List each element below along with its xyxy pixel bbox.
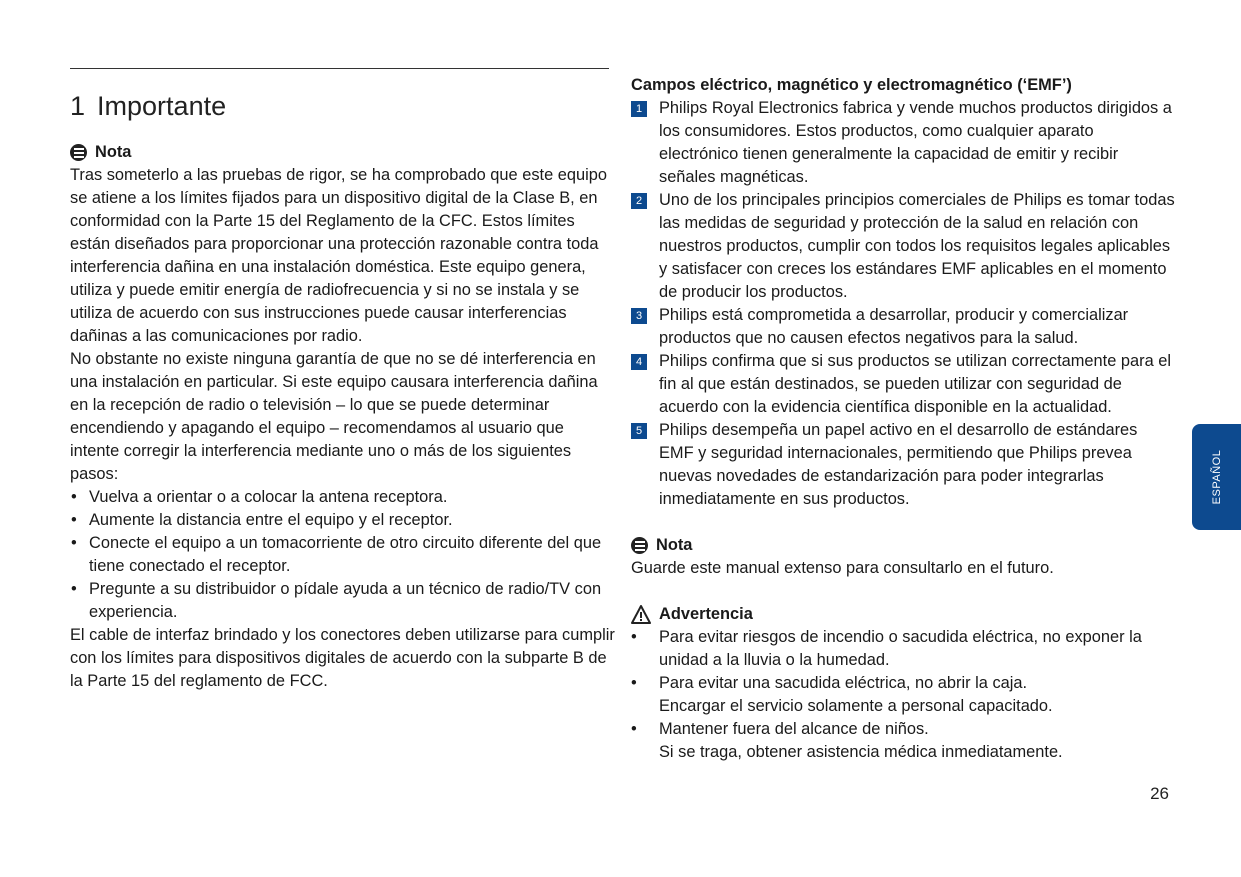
number-badge: 4: [631, 354, 647, 370]
interference-steps-list: [70, 486, 615, 624]
list-item: [631, 718, 1176, 764]
section-number: 1: [70, 91, 86, 121]
list-item-text: Uno de los principales principios comerciales de Philips es tomar todas las medidas de seguridad y protección de la salud en relación con nuestros productos, cumplir con todos los requisitos legales aplicables y satisfacer con creces los estándares EMF aplicables en el momento de producir los productos.: [659, 191, 1175, 301]
note-paragraph-2: No obstante no existe ninguna garantía de que no se dé interferencia en una instalación en particular. Si este equipo causara interferencia dañina en la recepción de radio o televisión – lo que se puede determinar encendiendo y apagando el equipo – recomendamos al usuario que intente corregir la interferencia mediante uno o más de los siguientes pasos:: [70, 350, 598, 483]
note-heading: [631, 534, 1176, 557]
list-item: [631, 97, 1176, 189]
spacer: [631, 580, 1176, 603]
warning-heading: [631, 603, 1176, 626]
left-column: [70, 88, 615, 693]
warning-label: Advertencia: [659, 605, 753, 623]
language-tab-label: ESPAÑOL: [1210, 449, 1223, 505]
note-heading: [70, 141, 615, 164]
warning-list: [631, 626, 1176, 764]
emf-heading: Campos eléctrico, magnético y electromagnético (‘EMF’): [631, 76, 1072, 94]
number-badge: 3: [631, 308, 647, 324]
spacer: [631, 511, 1176, 534]
page-number: 26: [1150, 784, 1169, 803]
top-rule: [70, 68, 609, 69]
number-badge: 2: [631, 193, 647, 209]
list-item: [631, 626, 1176, 672]
list-item: [631, 304, 1176, 350]
note-label: Nota: [95, 143, 132, 161]
warning-text: Para evitar una sacudida eléctrica, no abrir la caja.: [659, 674, 1028, 692]
number-badge: 5: [631, 423, 647, 439]
warning-text: Para evitar riesgos de incendio o sacudida eléctrica, no exponer la unidad a la lluvia o la humedad.: [659, 628, 1142, 669]
list-item: [631, 672, 1176, 718]
list-item: [631, 419, 1176, 511]
section-title: Importante: [97, 91, 227, 121]
note-icon: [631, 537, 648, 554]
list-item: • Vuelva a orientar o a colocar la antena receptora.: [70, 486, 615, 509]
list-item: • Aumente la distancia entre el equipo y el receptor.: [70, 509, 615, 532]
list-item: • Pregunte a su distribuidor o pídale ayuda a un técnico de radio/TV con experiencia.: [70, 578, 615, 624]
warning-text: Mantener fuera del alcance de niños.: [659, 720, 929, 738]
list-item-text: Philips Royal Electronics fabrica y vende muchos productos dirigidos a los consumidores. Estos productos, como cualquier aparato electrónico tienen generalmente la capacidad de emitir y recibir señales magnéticas.: [659, 99, 1172, 186]
note-label: Nota: [656, 536, 693, 554]
emf-list: [631, 97, 1176, 511]
warning-text-line2: Si se traga, obtener asistencia médica inmediatamente.: [659, 743, 1063, 761]
note-paragraph-1: Tras someterlo a las pruebas de rigor, se ha comprobado que este equipo se atiene a los límites fijados para un dispositivo digital de la Clase B, en conformidad con la Parte 15 del Reglamento de la CFC. Estos límites están diseñados para proporcionar una protección razonable contra toda interferencia dañina en una instalación doméstica. Este equipo genera, utiliza y puede emitir energía de radiofrecuencia y si no se instala y se utiliza de acuerdo con sus instrucciones puede causar interferencias dañinas a las comunicaciones por radio.: [70, 166, 607, 345]
list-item: • Conecte el equipo a un tomacorriente de otro circuito diferente del que tiene conectado el receptor.: [70, 532, 615, 578]
list-item-text: Philips desempeña un papel activo en el desarrollo de estándares EMF y seguridad internacionales, permitiendo que Philips prevea nuevas novedades de estandarización para poder integrarlas inmediatamente en sus productos.: [659, 421, 1138, 508]
number-badge: 1: [631, 101, 647, 117]
warning-icon: [631, 605, 651, 624]
right-column: [631, 74, 1176, 764]
note-icon: [70, 144, 87, 161]
warning-text-line2: Encargar el servicio solamente a personal capacitado.: [659, 697, 1053, 715]
list-item-text: Philips confirma que si sus productos se utilizan correctamente para el fin al que están destinados, se pueden utilizar con seguridad de acuerdo con la evidencia científica disponible en la actualidad.: [659, 352, 1171, 416]
list-item-text: Philips está comprometida a desarrollar, producir y comercializar productos que no causen efectos negativos para la salud.: [659, 306, 1129, 347]
section-heading: [70, 88, 615, 124]
list-item: [631, 189, 1176, 304]
closing-paragraph: El cable de interfaz brindado y los conectores deben utilizarse para cumplir con los límites para dispositivos digitales de acuerdo con la subparte B de la Parte 15 del reglamento de FCC.: [70, 626, 615, 690]
list-item: [631, 350, 1176, 419]
language-tab[interactable]: [1192, 424, 1241, 530]
note-paragraph: Guarde este manual extenso para consultarlo en el futuro.: [631, 559, 1054, 577]
